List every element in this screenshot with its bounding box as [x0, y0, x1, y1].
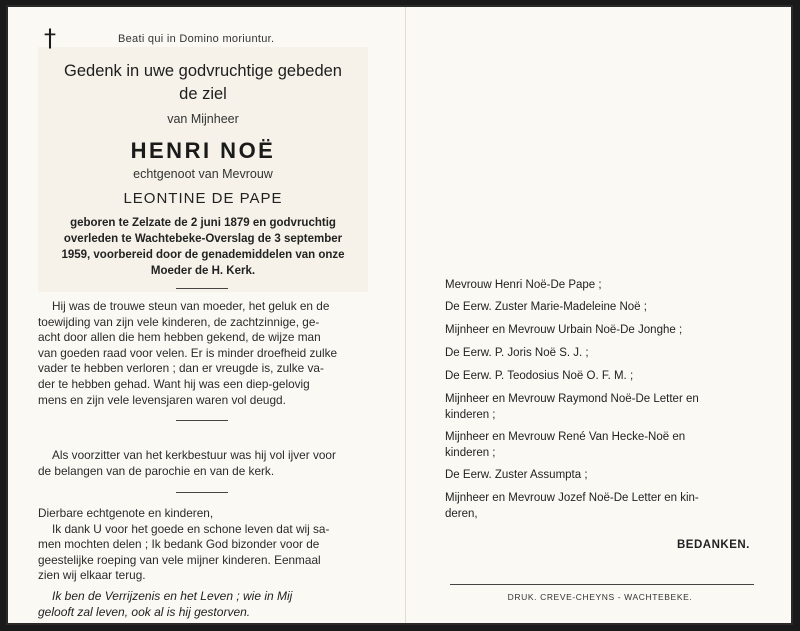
- divider: [176, 492, 228, 493]
- family-entry: [445, 345, 755, 361]
- family-entry: [445, 391, 755, 423]
- family-line: deren,: [445, 508, 478, 520]
- tribute-paragraph: [38, 299, 368, 408]
- card-fold: [405, 7, 406, 623]
- farewell-line: men mochten delen ; Ik bedank God bizonder voor de: [38, 537, 320, 552]
- family-entry: [445, 490, 755, 522]
- dates-line: 1959, voorbereid door de genademiddelen van onze: [61, 249, 345, 261]
- family-entry: [445, 299, 755, 315]
- spouse-name: LEONTINE DE PAPE: [123, 190, 283, 207]
- family-line: De Eerw. P. Joris Noë S. J. ;: [445, 347, 589, 359]
- memorial-card: [6, 5, 793, 625]
- dates-line: Moeder de H. Kerk.: [150, 265, 256, 277]
- dates-line: overleden te Wachtebeke-Overslag de 3 september: [63, 233, 343, 245]
- tribute-line: vader te hebben verloren ; dan er vreugde is, zulke va-: [38, 361, 324, 376]
- family-entry: [445, 467, 755, 483]
- family-line: De Eerw. Zuster Assumpta ;: [445, 469, 588, 481]
- family-line: kinderen ;: [445, 447, 496, 459]
- remembrance-line-3: van Mijnheer: [167, 112, 239, 126]
- tribute-line: toewijding van zijn vele kinderen, de zachtzinnige, ge-: [38, 314, 320, 329]
- family-line: De Eerw. P. Teodosius Noë O. F. M. ;: [445, 370, 634, 382]
- printer-credit: DRUK. CREVE-CHEYNS - WACHTEBEKE.: [507, 592, 693, 602]
- quote-line: gelooft zal leven, ook al is hij gestorven.: [38, 604, 251, 619]
- life-dates: [38, 215, 368, 279]
- farewell-line: zien wij elkaar terug.: [38, 568, 146, 583]
- family-line: Mevrouw Henri Noë-De Pape ;: [445, 279, 602, 291]
- farewell-line: Ik dank U voor het goede en schone leven dat wij sa-: [52, 521, 330, 536]
- family-line: kinderen ;: [445, 409, 496, 421]
- scripture-quote: [38, 589, 368, 620]
- family-entry: [445, 322, 755, 338]
- tribute-line: der te hebben gehad. Want hij was een diep-gelovig: [38, 376, 310, 391]
- family-entry: [445, 277, 755, 293]
- church-line: Als voorzitter van het kerkbestuur was hij vol ijver voor: [52, 448, 336, 462]
- family-line: De Eerw. Zuster Marie-Madeleine Noë ;: [445, 301, 647, 313]
- family-line: Mijnheer en Mevrouw Jozef Noë-De Letter en kin-: [445, 492, 699, 504]
- spouse-label: echtgenoot van Mevrouw: [133, 167, 273, 181]
- dates-line: geboren te Zelzate de 2 juni 1879 en godvruchtig: [70, 217, 336, 229]
- remembrance-line-1: Gedenk in uwe godvruchtige gebeden: [64, 62, 342, 80]
- family-line: Mijnheer en Mevrouw Raymond Noë-De Letter en: [445, 393, 699, 405]
- church-line: de belangen van de parochie en van de kerk.: [38, 463, 275, 478]
- farewell-line: geestelijke roeping van vele mijner kinderen. Eenmaal: [38, 552, 321, 567]
- farewell-line: Dierbare echtgenote en kinderen,: [38, 506, 214, 520]
- cross-icon: †: [44, 24, 56, 52]
- quote-line: Ik ben de Verrijzenis en het Leven ; wie in Mij: [52, 589, 293, 603]
- family-line: Mijnheer en Mevrouw René Van Hecke-Noë en: [445, 431, 686, 443]
- divider: [176, 420, 228, 421]
- deceased-name: HENRI NOË: [130, 138, 276, 163]
- family-line: Mijnheer en Mevrouw Urbain Noë-De Jonghe ;: [445, 324, 683, 336]
- thanks-label: BEDANKEN.: [677, 539, 750, 551]
- motto: Beati qui in Domino moriuntur.: [118, 33, 275, 45]
- family-entry: [445, 429, 755, 461]
- tribute-line: Hij was de trouwe steun van moeder, het geluk en de: [52, 299, 330, 313]
- church-paragraph: [38, 448, 368, 479]
- farewell-paragraph: [38, 506, 368, 584]
- remembrance-line-2: de ziel: [179, 85, 227, 103]
- tribute-line: van goeden raad voor velen. Er is minder droefheid zulke: [38, 345, 338, 360]
- divider: [176, 288, 228, 289]
- printer-rule: [450, 584, 754, 585]
- family-entry: [445, 368, 755, 384]
- tribute-line: mens en zijn vele levensjaren waren vol deugd.: [38, 392, 286, 407]
- tribute-line: acht door allen die hem hebben gekend, de wijze man: [38, 330, 321, 345]
